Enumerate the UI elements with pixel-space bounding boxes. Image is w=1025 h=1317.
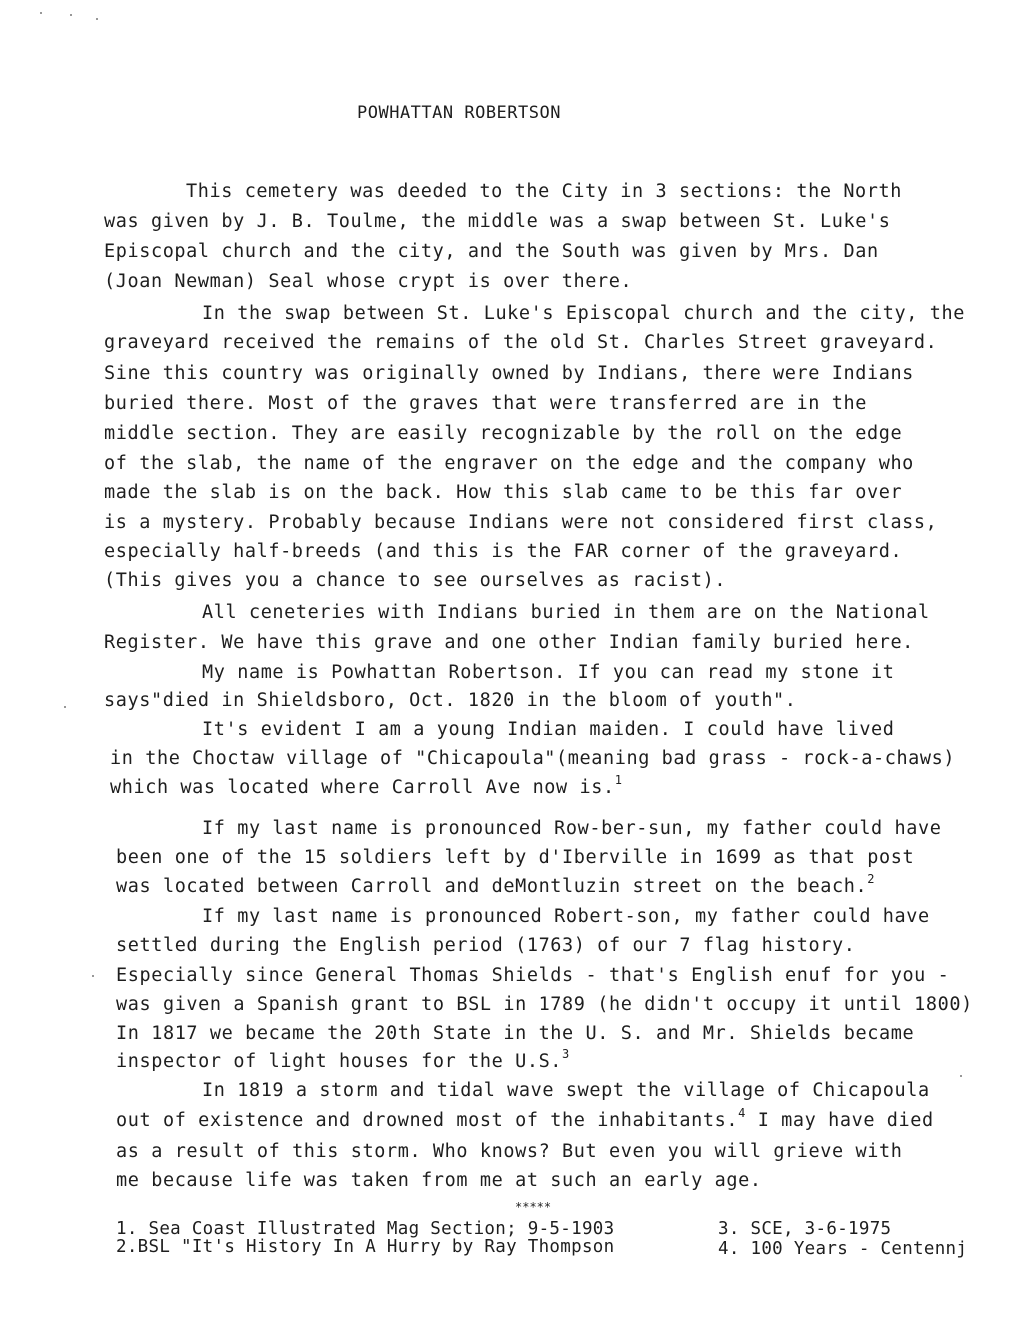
page-title: POWHATTAN ROBERTSON [357, 103, 561, 123]
text-line: is a mystery. Probably because Indians were not considered first class, [104, 512, 938, 533]
separator-stars: ***** [515, 1200, 552, 1214]
footnote-ref: 3 [562, 1047, 570, 1061]
text-line: in the Choctaw village of "Chicapoula"(meaning bad grass - rock-a-chaws) [110, 748, 956, 769]
text-line: which was located where Carroll Ave now is.$^1$ [110, 773, 623, 798]
footnote-ref: 2 [867, 872, 876, 886]
scan-speck [92, 975, 94, 977]
text-line: says"died in Shieldsboro, Oct. 1820 in the bloom of youth". [104, 690, 797, 711]
scan-speck [960, 1075, 962, 1077]
text-line: made the slab is on the back. How this slab came to be this far over [104, 482, 903, 503]
text-line: Episcopal church and the city, and the South was given by Mrs. Dan [104, 241, 879, 262]
text-line: inspector of light houses for the U.S.$^3$ [116, 1047, 570, 1072]
text-line: (Joan Newman) Seal whose crypt is over there. [104, 271, 633, 292]
text-line: middle section. They are easily recognizable by the roll on the edge [104, 423, 903, 444]
footnote-item: 3. SCE, 3-6-1975 [718, 1219, 892, 1239]
text-line: This cemetery was deeded to the City in 3 sections: the North [186, 181, 903, 202]
scan-speck [70, 14, 72, 16]
text-line: My name is Powhattan Robertson. If you can read my stone it [202, 662, 895, 683]
text-line: In 1819 a storm and tidal wave swept the village of Chicapoula [202, 1080, 930, 1101]
text-line: All ceneteries with Indians buried in them are on the National [202, 602, 930, 623]
text-line: was located between Carroll and deMontluzin street on the beach.$^2$ [116, 872, 876, 897]
text-line: buried there. Most of the graves that were transferred are in the [104, 393, 867, 414]
text-line: In the swap between St. Luke's Episcopal church and the city, the [202, 303, 965, 324]
text-line: (This gives you a chance to see ourselves as racist). [104, 570, 727, 591]
scan-speck [64, 706, 66, 708]
text-line: of the slab, the name of the engraver on the edge and the company who [104, 453, 914, 474]
text-line: was given a Spanish grant to BSL in 1789 (he didn't occupy it until 1800) [116, 994, 973, 1015]
text-line: me because life was taken from me at such an early age. [116, 1170, 762, 1191]
text-line: If my last name is pronounced Robert-son, my father could have [202, 906, 930, 927]
text-line: Sine this country was originally owned by Indians, there were Indians [104, 363, 914, 384]
text-line: If my last name is pronounced Row-ber-sun, my father could have [202, 818, 942, 839]
text-line: In 1817 we became the 20th State in the U. S. and Mr. Shields became [116, 1023, 915, 1044]
footnote-item: 4. 100 Years - Centennj [718, 1239, 968, 1259]
text-line: settled during the English period (1763) of our 7 flag history. [116, 935, 856, 956]
text-line: Especially since General Thomas Shields - that's English enuf for you - [116, 965, 950, 986]
text-line: been one of the 15 soldiers left by d'Iberville in 1699 as that post [116, 847, 915, 868]
footnote-ref: 1 [614, 773, 623, 787]
text-line: out of existence and drowned most of the inhabitants.$^4$ I may have died [116, 1106, 934, 1131]
text-line: was given by J. B. Toulme, the middle was a swap between St. Luke's [104, 211, 891, 232]
scan-speck [96, 18, 98, 20]
footnote-item: 1. Sea Coast Illustrated Mag Section; 9-5-1903 [116, 1219, 615, 1239]
text-line: graveyard received the remains of the old St. Charles Street graveyard. [104, 332, 938, 353]
text-line: Register. We have this grave and one other Indian family buried here. [104, 632, 914, 653]
text-line: It's evident I am a young Indian maiden. I could have lived [202, 719, 895, 740]
text-line: especially half-breeds (and this is the FAR corner of the graveyard. [104, 541, 903, 562]
text-line: as a result of this storm. Who knows? But even you will grieve with [116, 1141, 903, 1162]
footnote-item: 2.BSL "It's History In A Hurry by Ray Thompson [116, 1237, 615, 1257]
scan-speck [40, 12, 42, 14]
footnote-ref: 4 [738, 1106, 746, 1120]
